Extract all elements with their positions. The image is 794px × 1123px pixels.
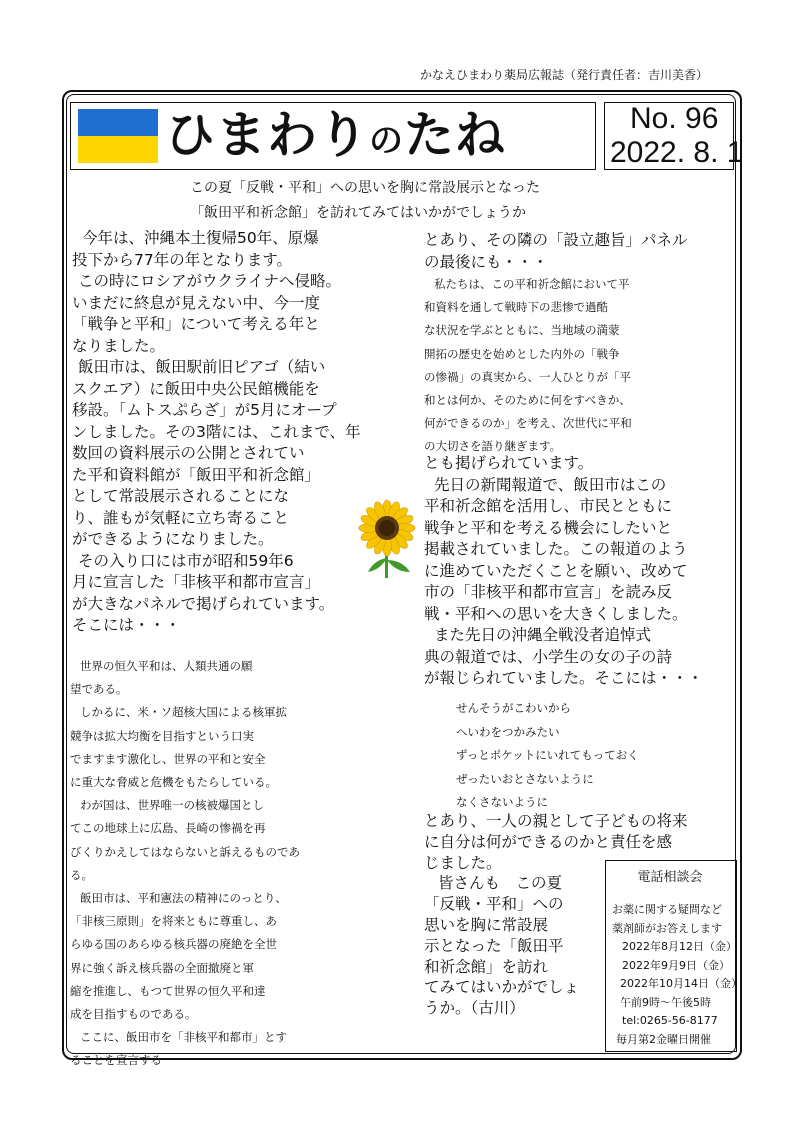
- left-quote-line: 望である。: [70, 682, 128, 697]
- right-text-line: に進めていただくことを願い、改めて: [424, 561, 688, 580]
- consult-box-line: 2022年8月12日（金）: [622, 940, 737, 953]
- left-text-line: 月に宣言した「非核平和都市宣言」: [72, 573, 321, 591]
- right-text-line: 戦・平和への思いを大きくしました。: [424, 604, 688, 623]
- right-quote-line: 開拓の歴史を始めとした内外の「戦争: [424, 346, 620, 361]
- left-text-line: 飯田市は、飯田駅前旧ピアゴ（結い: [78, 358, 326, 376]
- left-text-line: そこには・・・: [72, 616, 181, 634]
- right-quote-line: 私たちは、この平和祈念館において平: [434, 277, 630, 291]
- left-quote-line: ここに、飯田市を「非核平和都市」とす: [80, 1030, 287, 1045]
- right-text-line: また先日の沖縄全戦没者追悼式: [434, 626, 652, 644]
- left-quote-line: らゆる国のあらゆる核兵器の廃絶を全世: [70, 937, 277, 952]
- flag-yellow-stripe: [78, 136, 158, 163]
- left-quote-line: 「非核三原則」を将来ともに尊重し、あ: [70, 914, 277, 929]
- right-quote-line: の惨禍」の真実から、一人ひとりが「平: [424, 369, 631, 384]
- left-text-line: ができるようになりました。: [72, 530, 274, 548]
- left-quote-line: 飯田市は、平和憲法の精神にのっとり、: [80, 891, 287, 905]
- left-quote-line: ることを宣言する: [70, 1053, 162, 1068]
- right-text-line: とあり、一人の親として子どもの将来: [424, 812, 688, 830]
- consult-box-title: 電話相談会: [637, 870, 703, 885]
- right-text-line: 典の報道では、小学生の女の子の詩: [424, 647, 673, 666]
- subtitle-line-2: 「飯田平和祈念館」を訪れてみてはいかがでしょうか: [190, 205, 526, 221]
- left-text-line: いまだに終息が見えない中、今一度: [72, 293, 321, 312]
- left-text-line: スクエア）に飯田中央公民館機能を: [72, 379, 320, 398]
- right-text-line: 「反戦・平和」への: [424, 895, 564, 914]
- masthead-title: [165, 103, 506, 173]
- left-text-line: 投下から77年の年となります。: [72, 250, 292, 269]
- right-text-line: 平和祈念館を活用し、市民とともに: [424, 497, 673, 515]
- right-text-line: 先日の新聞報道で、飯田市はこの: [434, 475, 667, 494]
- title-part-b: の: [369, 121, 404, 161]
- poem-line: へいわをつかみたい: [456, 724, 560, 739]
- consult-box-line: 薬剤師がお答えします: [612, 921, 722, 935]
- left-quote-line: に重大な脅威と危機をもたらしている。: [70, 775, 277, 789]
- right-text-line: が報じられていました。そこには・・・: [424, 669, 704, 687]
- right-text-line: 和祈念館」を訪れ: [424, 957, 549, 976]
- right-text-line: 戦争と平和を考える機会にしたいと: [424, 518, 673, 537]
- right-text-line: に自分は何ができるのかと責任を感: [424, 832, 673, 851]
- left-text-line: ンしました。その3階には、これまで、年: [72, 422, 361, 441]
- issue-number: No. 96: [630, 102, 719, 135]
- left-text-line: た平和資料館が「飯田平和祈念館」: [72, 465, 321, 484]
- title-part-a: ひまわり: [165, 106, 369, 164]
- left-quote-line: 競争は拡大均衡を目指すという口実: [70, 728, 254, 743]
- right-quote-line: 和資料を通して戦時下の悲惨で過酷: [424, 300, 608, 315]
- right-quote-line: 何ができるのか」を考え、次世代に平和: [424, 416, 632, 431]
- left-text-line: 「戦争と平和」について考える年と: [72, 315, 320, 333]
- left-quote-line: る。: [70, 867, 93, 882]
- right-text-line: 皆さんも この夏: [438, 874, 563, 893]
- poem-line: ずっとポケットにいれてもっておく: [456, 748, 639, 762]
- title-part-c: たね: [404, 106, 506, 164]
- consult-box-line: 午前9時〜午後5時: [620, 995, 711, 1009]
- left-text-line: 数回の資料展示の公開とされてい: [72, 444, 305, 462]
- flag-blue-stripe: [78, 109, 158, 136]
- right-quote-line: の大切さを語り継ぎます。: [424, 439, 562, 454]
- left-text-line: 今年は、沖縄本土復帰50年、原爆: [82, 229, 319, 247]
- left-quote-line: 成を目指すものである。: [70, 1007, 197, 1021]
- left-text-line: その入り口には市が昭和59年6: [78, 551, 294, 570]
- right-text-line: の最後にも・・・: [424, 252, 549, 271]
- left-quote-line: 世界の恒久平和は、人類共通の願: [80, 659, 253, 673]
- right-text-line: 思いを胸に常設展: [424, 916, 549, 934]
- issue-date: 2022. 8. 1: [610, 136, 744, 169]
- left-quote-line: わが国は、世界唯一の核被爆国とし: [80, 798, 264, 813]
- left-text-line: なりました。: [72, 336, 166, 355]
- right-text-line: 掲載されていました。この報道のよう: [424, 540, 688, 558]
- left-quote-line: 界に強く訴え核兵器の全面撤廃と軍: [70, 960, 254, 975]
- subtitle-line-1: この夏「反戦・平和」への思いを胸に常設展示となった: [190, 180, 540, 196]
- right-text-line: じました。: [424, 853, 502, 872]
- right-text-line: とも掲げられています。: [424, 454, 594, 472]
- consult-box-line: お薬に関する疑問など: [612, 903, 722, 916]
- left-text-line: 移設。「ムトスぷらざ」が5月にオープ: [72, 401, 337, 419]
- consult-box-line: 毎月第2金曜日開催: [616, 1032, 711, 1046]
- left-quote-line: しかるに、米・ソ超核大国による核軍拡: [80, 705, 287, 720]
- sunflower-illustration: [350, 498, 424, 582]
- poem-line: せんそうがこわいから: [456, 701, 571, 715]
- left-quote-line: びくりかえしてはならないと訴えるものであ: [70, 844, 300, 859]
- poem-line: ぜったいおとさないように: [456, 771, 594, 786]
- left-text-line: として常設展示されることにな: [72, 487, 290, 505]
- left-text-line: り、誰もが気軽に立ち寄ること: [72, 508, 290, 527]
- right-text-line: うか。（古川）: [424, 999, 525, 1018]
- left-quote-line: でますます激化し、世界の平和と安全: [70, 751, 266, 766]
- right-text-line: てみてはいかがでしょ: [424, 978, 580, 997]
- left-text-line: が大きなパネルで掲げられています。: [72, 594, 335, 613]
- left-text-line: この時にロシアがウクライナへ侵略。: [78, 272, 342, 290]
- right-text-line: 示となった「飯田平: [424, 936, 564, 955]
- poem-line: なくさないように: [456, 795, 548, 809]
- consult-box-line: 2022年10月14日（金）: [620, 977, 742, 990]
- left-quote-line: てこの地球上に広島、長崎の惨禍を再: [70, 821, 266, 836]
- right-text-line: 市の「非核平和都市宣言」を読み反: [424, 583, 673, 601]
- consult-box-line: tel:0265-56-8177: [622, 1014, 718, 1027]
- left-quote-line: 縮を推進し、もつて世界の恒久平和達: [70, 983, 266, 998]
- right-text-line: とあり、その隣の「設立趣旨」パネル: [424, 231, 688, 249]
- publisher-line: かなえひまわり薬局広報誌（発行責任者：吉川美香）: [420, 68, 709, 82]
- right-quote-line: 和とは何か、そのために何をすべきか、: [424, 393, 631, 407]
- right-quote-line: な状況を学ぶとともに、当地域の満蒙: [424, 323, 620, 338]
- consult-box-line: 2022年9月9日（金）: [622, 958, 730, 972]
